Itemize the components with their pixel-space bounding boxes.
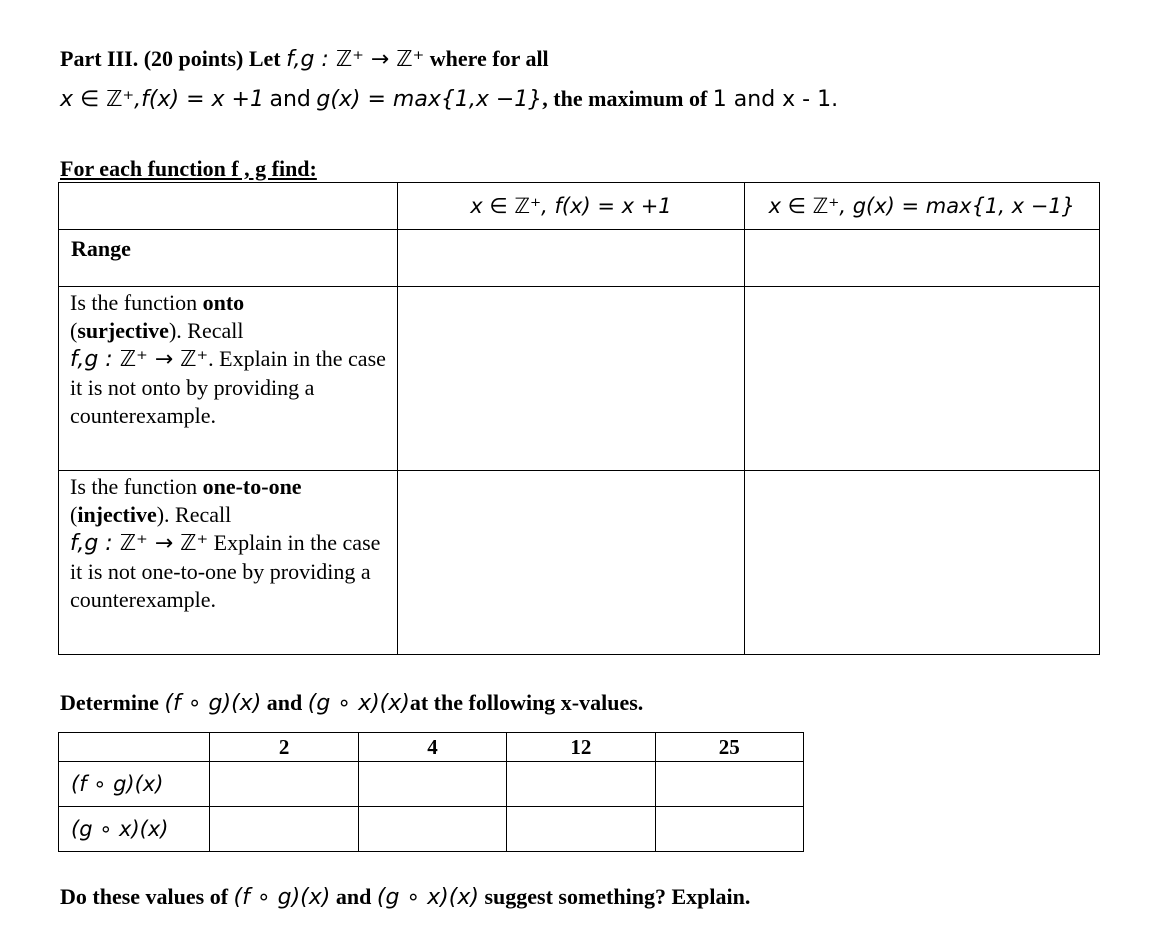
row-label-range: [59, 230, 398, 287]
final-question: [60, 884, 750, 910]
answer-cell-onto-f[interactable]: [398, 287, 744, 471]
and-text: and: [269, 87, 311, 112]
answer-cell[interactable]: [358, 807, 506, 852]
inj-recall: ). Recall: [156, 502, 232, 527]
composition-fg: (f ∘ g)(x): [164, 691, 262, 716]
where-text: where for all: [429, 46, 549, 71]
determine-text: Determine: [60, 690, 159, 715]
max-description-tail: 1 and x - 1.: [712, 87, 839, 112]
function-signature: f,g : ℤ⁺ → ℤ⁺: [286, 47, 425, 72]
table2-title: [60, 690, 643, 716]
header-empty-cell: [59, 183, 398, 230]
and-text: and: [266, 690, 303, 715]
injective-keyword: injective: [77, 502, 157, 527]
question-and: and: [335, 884, 372, 909]
question-composition-fg: (f ∘ g)(x): [233, 885, 331, 910]
domain-expression: x ∈ ℤ⁺,: [60, 87, 142, 112]
onto-question-start: Is the function: [70, 290, 198, 315]
answer-cell[interactable]: [507, 807, 655, 852]
row-label-gx: (g ∘ x)(x): [59, 807, 210, 852]
range-label: Range: [71, 236, 131, 261]
answer-cell-range-g[interactable]: [744, 230, 1099, 287]
column-header-g: x ∈ ℤ⁺, g(x) = max{1, x −1}: [744, 183, 1099, 230]
answer-cell-range-f[interactable]: [398, 230, 744, 287]
answer-cell[interactable]: [655, 762, 803, 807]
onto-question: Is the function onto (surjective). Recall f,g : ℤ⁺ → ℤ⁺. Explain in the case it is not onto by providing a counterexample.: [70, 290, 386, 428]
max-description: , the maximum of: [542, 86, 708, 111]
part-label: Part III. (20 points) Let: [60, 46, 281, 71]
x-value-header: 2: [210, 733, 358, 762]
title-tail: at the following x-values.: [409, 690, 644, 715]
x-value-header: 25: [655, 733, 803, 762]
one-to-one-keyword: one-to-one: [202, 474, 302, 499]
surjective-keyword: surjective: [77, 318, 169, 343]
answer-cell-inj-g[interactable]: [744, 471, 1099, 655]
x-value-header: 4: [358, 733, 506, 762]
one-to-one-question: Is the function one-to-one (injective). Recall f,g : ℤ⁺ → ℤ⁺ Explain in the case it is not one-to-one by providing a counterexample.: [70, 474, 381, 612]
onto-keyword: onto: [202, 290, 245, 315]
question-start: Do these values of: [60, 884, 229, 909]
onto-explanation: . Explain in the case it is not onto by providing a counterexample.: [70, 346, 386, 428]
inj-signature: f,g : ℤ⁺ → ℤ⁺: [70, 531, 209, 556]
answer-cell[interactable]: [655, 807, 803, 852]
question-composition-gx: (g ∘ x)(x): [376, 885, 479, 910]
inj-explanation: Explain in the case it is not one-to-one by providing a counterexample.: [70, 530, 381, 612]
inj-question-start: Is the function: [70, 474, 198, 499]
x-value-header: 12: [507, 733, 655, 762]
column-header-f: x ∈ ℤ⁺, f(x) = x +1: [398, 183, 744, 230]
answer-cell[interactable]: [210, 762, 358, 807]
onto-recall: ). Recall: [168, 318, 244, 343]
f-definition: f(x) = x +1: [141, 87, 264, 112]
part-heading: [60, 46, 549, 72]
row-label-one-to-one: [59, 471, 398, 655]
onto-signature: f,g : ℤ⁺ → ℤ⁺: [70, 347, 209, 372]
answer-cell[interactable]: [507, 762, 655, 807]
function-definitions: [60, 86, 838, 112]
question-end: suggest something? Explain.: [484, 884, 751, 909]
table1-title: For each function f , g find:: [60, 156, 317, 181]
g-definition: g(x) = max{1,x −1}: [316, 87, 543, 112]
answer-cell[interactable]: [358, 762, 506, 807]
composition-table: [58, 732, 804, 852]
row-label-onto: [59, 287, 398, 471]
properties-table: [58, 182, 1100, 655]
corner-cell: [59, 733, 210, 762]
composition-gx: (g ∘ x)(x): [307, 691, 410, 716]
answer-cell-onto-g[interactable]: [744, 287, 1099, 471]
row-label-fg: (f ∘ g)(x): [59, 762, 210, 807]
answer-cell-inj-f[interactable]: [398, 471, 744, 655]
answer-cell[interactable]: [210, 807, 358, 852]
